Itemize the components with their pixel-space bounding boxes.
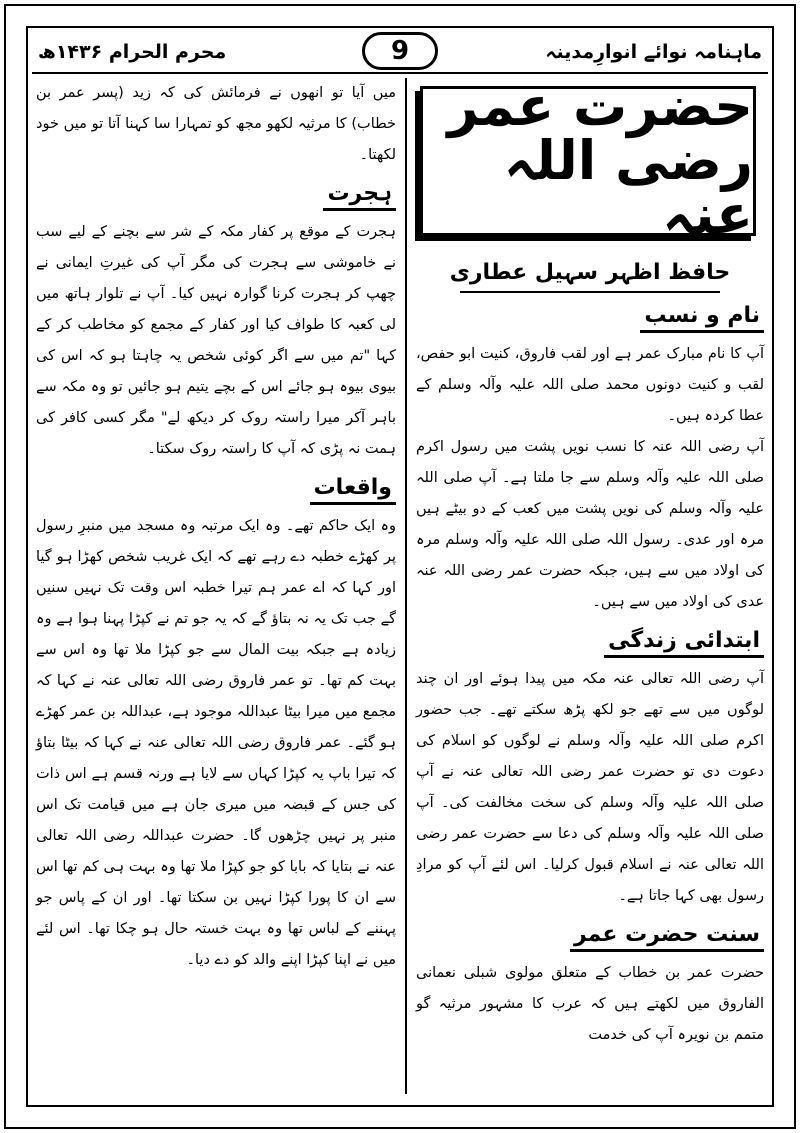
- section-hijrat: [36, 171, 396, 465]
- paragraph: آپ رضی اللہ تعالی عنہ مکہ میں پیدا ہوئے اور ان چند لوگوں میں سے تھے جو لکھ پڑھ سکتے تھے۔ جب حضور اکرم صلی اللہ علیہ وآلہ وسلم نے لوگوں کو اسلام کی دعوت دی تو حضرت عمر رضی اللہ تعالی عنہ نے آپ صلی اللہ علیہ وآلہ وسلم کی سخت مخالفت کی۔ آپ صلی اللہ علیہ وآلہ وسلم کی دعا سے حضرت عمر رضی اللہ تعالی عنہ نے اسلام قبول کرلیا۔ اس لئے آپ کو مرادِ رسول بھی کہا جاتا ہے۔: [416, 671, 764, 904]
- section-heading: واقعات: [310, 475, 396, 505]
- paragraph: ہجرت کے موقع پر کفار مکہ کے شر سے بچنے کے لیے سب نے خاموشی سے ہجرت کی مگر آپ کی غیرتِ ایمانی نے چھپ کر ہجرت کرنا گوارہ نہیں کیا۔ آپ نے تلوار ہاتھ میں لی کعبہ کا طواف کیا اور کفار کے مجمع کو مخاطب کر کے کہا "تم میں سے اگر کوئی شخص یہ چاہتا ہو کہ اس کی بیوی بیوہ ہو جائے اس کے بچے یتیم ہو جائیں تو وہ مکہ سے باہر آکر میرا راستہ روک کر دیکھ لے" مگر کسی کافر کی ہمت نہ پڑی کہ آپ کا راستہ روک سکتا۔: [36, 224, 396, 457]
- section-heading: سنت حضرت عمر: [570, 922, 764, 952]
- article-title: حضرت عمر رضی اللہ عنہ: [420, 86, 756, 236]
- magazine-name: ماہنامہ نوائے انوارِمدینہ: [545, 41, 762, 63]
- paragraph: وہ ایک حاکم تھے۔ وہ ایک مرتبہ وہ مسجد میں منبرِ رسول پر کھڑے خطبہ دے رہے تھے کہ ایک غریب شخص کھڑا ہو گیا اور کہا کہ اے عمر ہم تیرا خطبہ اس وقت تک نہیں سنیں گے جب تک یہ نہ بتاؤ گے کہ یہ جو تم نے کپڑا پہنا ہوا ہے وہ زیادہ ہے جبکہ بیت المال سے جو کپڑا ملا تھا وہ اس سے بہت کم تھا۔ تو عمر فاروق رضی اللہ تعالی عنہ نے کہا کہ مجمع میں میرا بیٹا عبداللہ موجود ہے، عبداللہ بن عمر کھڑے ہو گئے۔ عمر فاروق رضی اللہ تعالی عنہ نے کہا کہ بیٹا بتاؤ کہ تیرا باپ یہ کپڑا کہاں سے لایا ہے ورنہ قسم ہے اس ذات کی جس کے قبضہ میں میری جان ہے میں قیامت تک اس منبر پر نہیں چڑھوں گا۔ حضرت عبداللہ رضی اللہ تعالی عنہ نے بتایا کہ بابا کو جو کپڑا ملا تھا وہ بہت ہی کم تھا اس سے ان کا پورا کپڑا نہیں بن سکتا تھا۔ اور ان کے پاس جو پہننے کے لباس تھا وہ بہت خستہ حال ہو چکا تھا۔ اس لئے میں نے اپنا کپڑا اپنے والد کو دے دیا۔: [36, 518, 396, 968]
- paragraph: آپ رضی اللہ عنہ کا نسب نویں پشت میں رسول اکرم صلی اللہ علیہ وآلہ وسلم سے جا ملتا ہے۔ آپ صلی اللہ علیہ وآلہ وسلم کی نویں پشت میں کعب کے دو بیٹے ہیں مرہ اور عدی۔ رسول اللہ صلی اللہ علیہ وآلہ وسلم مرہ کی اولاد میں سے ہیں، جبکہ حضرت عمر رضی اللہ عنہ عدی کی اولاد میں سے ہیں۔: [416, 439, 764, 610]
- section-heading: ابتدائی زندگی: [604, 628, 764, 658]
- right-column: [416, 75, 764, 1096]
- page-content: [32, 30, 768, 1102]
- paragraph: آپ کا نام مبارک عمر ہے اور لقب فاروق، کنیت ابو حفص، لقب و کنیت دونوں محمد صلی اللہ علیہ وآلہ وسلم کے عطا کردہ ہیں۔: [416, 346, 764, 424]
- column-divider: [405, 78, 407, 1094]
- section-heading: ہجرت: [323, 181, 396, 211]
- issue-month: محرم الحرام ۱۴۳۶ھ: [38, 41, 227, 63]
- header-rule: [32, 72, 768, 74]
- section-early-life: [416, 618, 764, 912]
- paragraph: میں آیا تو انھوں نے فرمائش کی کہ زید (پسر عمر بن خطاب) کا مرثیہ لکھو مجھ کو تمہارا سا کہنا آتا تو میں خود لکھتا۔: [36, 85, 396, 163]
- section-incidents: [36, 465, 396, 976]
- page-number: 9: [362, 32, 438, 70]
- section-heading: نام و نسب: [640, 303, 764, 333]
- section-lineage: [416, 293, 764, 618]
- article-author: حافظ اظہر سہیل عطاری: [449, 260, 731, 285]
- section-sunnat: [416, 912, 764, 1051]
- paragraph: حضرت عمر بن خطاب کے متعلق مولوی شبلی نعمانی الفاروق میں لکھتے ہیں کہ عرب کا مشہور مرثیہ گو متمم بن نویرہ آپ کی خدمت: [416, 965, 764, 1043]
- left-column: [36, 78, 396, 1096]
- page-header: [32, 32, 768, 72]
